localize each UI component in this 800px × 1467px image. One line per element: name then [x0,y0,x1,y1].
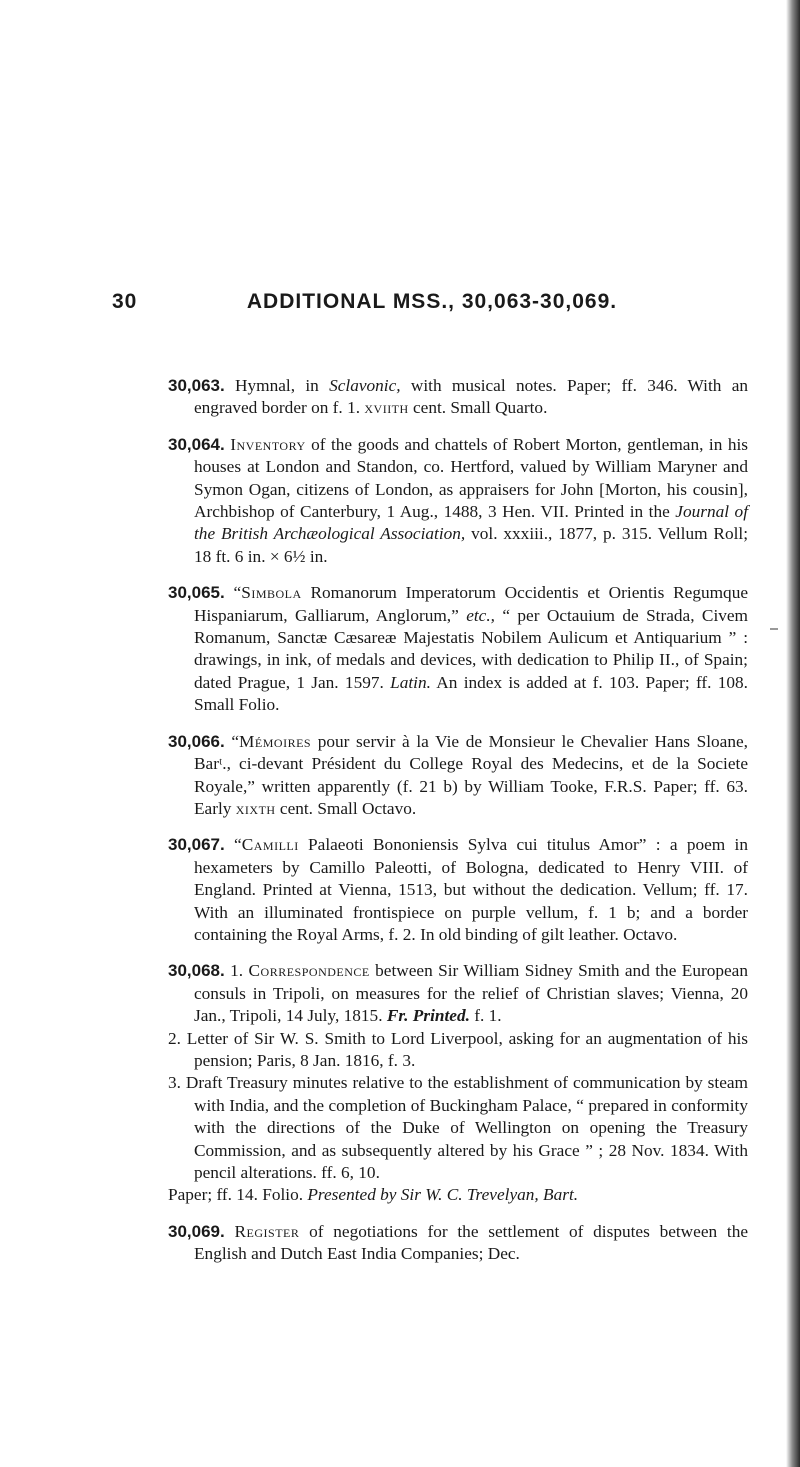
entry-number: 30,065. [168,583,225,603]
entry-language-note: Fr. Printed. [386,1006,470,1026]
running-title: ADDITIONAL MSS., 30,063-30,069. [246,290,618,313]
catalogue-entry-30064 [168,434,748,568]
entry-century: xviith [364,398,409,418]
catalogue-entry-30068-summary [168,1184,748,1206]
entry-heading-word: Correspondence [248,961,370,981]
catalogue-entry-30063 [168,375,748,420]
entry-text: Palaeoti Bononiensis Sylva cui titulus Amor” : a poem in hexameters by Camillo Paleotti, of Bologna, dedicated to Henry VIII. of England. Printed at Vienna, 1513, but without the dedication. Vellum; ff. 17. With an illuminated frontispiece on purple vellum, f. 1 b; and a border containing the Royal Arms, f. 2. In old binding of gilt leather. Octavo. [194,835,748,944]
entry-text: Paper; ff. 14. Folio. [168,1185,308,1205]
entry-text: of the goods and chattels of Robert Morton, gentleman, in his houses at London and Standon, co. Hertford, valued by William Maryner and Symon Ogan, citizens of London, as appraisers for John [Morton, his cousin], Archbishop of Canterbury, 1 Aug., 1488, 3 Hen. VII. Printed in the [194,434,748,522]
entry-number: 30,068. [168,961,225,981]
catalogue-entry-30068-part-3 [168,1072,748,1184]
entry-century: xixth [235,798,276,818]
entry-etc: etc., [466,605,495,625]
entry-text: of negotiations for the settlement of disputes between the English and Dutch East India Companies; Dec. [194,1221,749,1264]
entry-text: with musical notes. Paper; ff. 346. With an engraved border on f. 1. [194,376,748,418]
page-header [112,290,752,330]
entry-text: Hymnal, in [224,376,330,395]
catalogue-entry-30065 [168,582,748,716]
entry-text: pour servir à la Vie de Monsieur le Chevalier Hans Sloane, Barᵗ., ci-devant Président du College Royal des Medecins, et de la Societe Royale,” written apparently (f. 21 b) by William Tooke, F.R.S. Paper; ff. 63. Early [194,731,748,818]
entry-language: Latin. [390,672,431,692]
catalogue-body [168,375,748,1266]
catalogue-entry-30066 [168,731,748,821]
entry-text: 2. Letter of Sir W. S. Smith to Lord Liverpool, asking for an augmentation of his pension; Paris, 8 Jan. 1816, f. 3. [168,1028,748,1070]
entry-text: between Sir William Sidney Smith and the European consuls in Tripoli, on measures for the relief of Christian slaves; Vienna, 20 Jan., Tripoli, 14 July, 1815. [194,961,748,1026]
entry-text: “ [224,731,240,751]
entry-text: “ [224,835,242,855]
catalogue-entry-30068-part-1 [168,960,748,1027]
entry-number: 30,063. [168,376,225,395]
entry-heading-word: Simbola [241,583,302,603]
entry-language: Sclavonic, [329,376,401,395]
entry-text: 3. Draft Treasury minutes relative to the establishment of communication by steam with India, and the completion of Buckingham Palace, “ prepared in conformity with the directions of the Duke of Wellington on opening the Treasury Commission, and as subsequently altered by his Grace ” ; 28 Nov. 1834. With pencil alterations. ff. 6, 10. [168,1073,748,1182]
entry-number: 30,066. [168,731,225,751]
entry-journal-title: Journal of the British Archæological Association, [194,502,748,544]
entry-text: “ per Octauium de Strada, Civem Romanum, Sanctæ Cæsareæ Majestatis Nobilem Aulicum et Antiquarium ” : drawings, in ink, of medals and devices, with dedication to Philip II., of Spain; dated Prague, 1 Jan. 1597. [194,605,748,692]
entry-part-number: 1. [224,961,249,981]
catalogue-entry-30069 [168,1221,748,1266]
margin-mark [770,628,778,630]
entry-number: 30,064. [168,434,225,454]
entry-heading-word: Register [234,1221,300,1241]
binding-edge-shadow [786,0,800,1467]
entry-text: cent. Small Octavo. [275,798,417,818]
entry-text: f. 1. [469,1006,502,1026]
entry-text: An index is added at f. 103. Paper; ff. 108. Small Folio. [194,672,749,715]
entry-text: cent. Small Quarto. [408,398,548,418]
entry-text: “ [224,583,242,603]
entry-heading-word: Inventory [230,434,306,454]
entry-number: 30,067. [168,835,225,855]
entry-heading-word: Mémoires [239,731,312,751]
entry-text: Romanorum Imperatorum Occidentis et Orientis Regumque Hispaniarum, Galliarum, Anglorum,” [194,583,749,625]
entry-heading-word: Camilli [241,835,299,855]
page-number: 30 [112,290,138,313]
catalogue-entry-30068-part-2 [168,1028,748,1073]
entry-number: 30,069. [168,1221,225,1241]
catalogue-entry-30067 [168,834,748,946]
entry-text: vol. xxxiii., 1877, p. 315. Vellum Roll; 18 ft. 6 in. × 6½ in. [194,524,749,566]
entry-provenance: Presented by Sir W. C. Trevelyan, Bart. [307,1185,579,1205]
